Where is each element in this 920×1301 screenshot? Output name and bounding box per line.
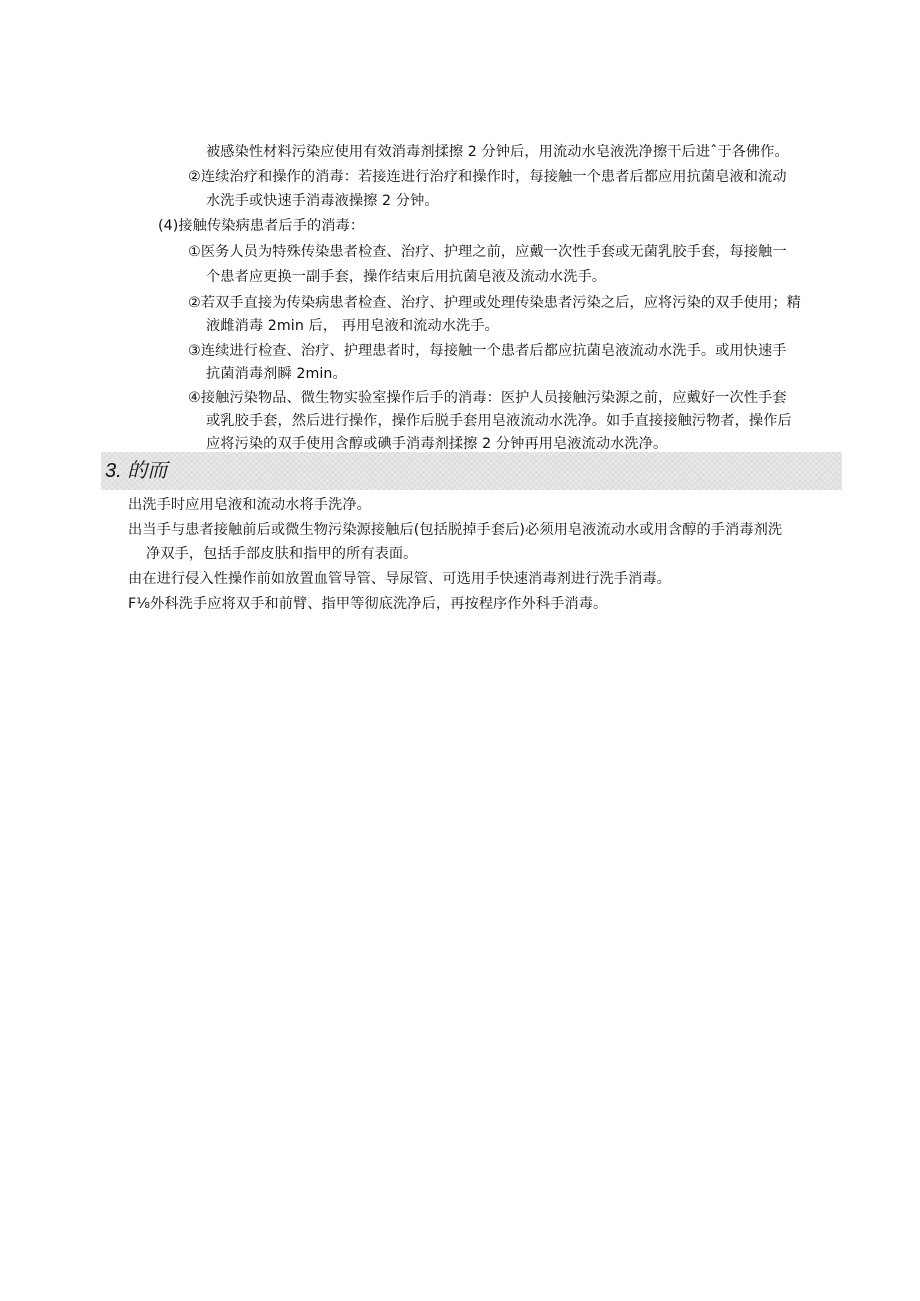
item-2-line-1: ②若双手直接为传染病患者检查、治疗、护理或处理传染患者污染之后，应将污染的双手使用；精	[188, 295, 801, 311]
section-4-title: (4)接触传染病患者后手的消毒：	[158, 218, 365, 234]
item-3-line-1: ③连续进行检查、治疗、护理患者时，每接触一个患者后都应抗菌皂液流动水洗手。或用快速手	[188, 343, 787, 359]
section-3-paragraph-1: 出洗手时应用皂液和流动水将手洗净。	[128, 497, 371, 513]
item-4-line-3: 应将污染的双手使用含醇或碘手消毒剂揉擦 2 分钟再用皂液流动水洗净。	[206, 436, 668, 452]
section-3-heading-bar	[101, 452, 842, 490]
section-3-paragraph-2-line-2: 净双手，包括手部皮肤和指甲的所有表面。	[146, 546, 418, 562]
prev-item-2-line-1: ②连续治疗和操作的消毒：若接连进行治疗和操作时，每接触一个患者后都应用抗菌皂液和流动	[188, 169, 787, 185]
item-4-line-2: 或乳胶手套，然后进行操作，操作后脱手套用皂液流动水洗净。如手直接接触污物者，操作后	[206, 413, 792, 429]
section-3-heading: 3. 的而	[105, 460, 168, 482]
item-4-line-1: ④接触污染物品、微生物实验室操作后手的消毒：医护人员接触污染源之前，应戴好一次性手套	[188, 390, 787, 406]
item-1-line-2: 个患者应更换一副手套，操作结束后用抗菌皂液及流动水洗手。	[206, 269, 607, 285]
prev-text-line-1: 被感染性材料污染应使用有效消毒剂揉擦 2 分钟后，用流动水皂液洗净擦干后进ˆ于各佛作。	[206, 144, 789, 160]
section-3-paragraph-4: F⅛外科洗手应将双手和前臂、指甲等彻底洗净后，再按程序作外科手消毒。	[128, 596, 608, 612]
prev-item-2-line-2: 水洗手或快速手消毒液操擦 2 分钟。	[206, 193, 439, 209]
item-3-line-2: 抗菌消毒剂瞬 2min。	[206, 366, 347, 382]
section-3-paragraph-2-line-1: 出当手与患者接触前后或微生物污染源接触后(包括脱掉手套后)必须用皂液流动水或用含醇的手消毒剂洗	[128, 522, 783, 538]
section-3-paragraph-3: 由在进行侵入性操作前如放置血管导管、导尿管、可选用手快速消毒剂进行洗手消毒。	[128, 571, 671, 587]
item-2-line-2: 液雌消毒 2min 后， 再用皂液和流动水洗手。	[206, 318, 499, 334]
item-1-line-1: ①医务人员为特殊传染患者检查、治疗、护理之前，应戴一次性手套或无菌乳胶手套，每接触一	[188, 244, 787, 260]
